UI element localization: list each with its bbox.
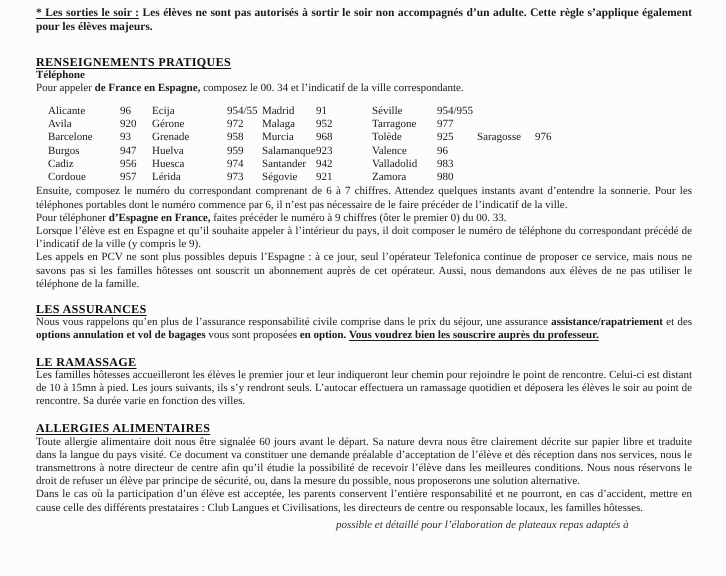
city-phone-code-table	[36, 105, 692, 185]
insurance-paragraph	[36, 316, 692, 342]
evening-outings-note-lead: * Les sorties le soir :	[36, 7, 139, 19]
insurance-bold-options: options annulation et vol de bagages	[36, 329, 206, 342]
spain-to-france-paragraph	[36, 212, 692, 225]
bottom-truncated-line: possible et détaillé pour l’élaboration de plateaux repas adaptés à	[336, 518, 629, 531]
france-to-spain-post: composez le 00. 34 et l’indicatif de la ville correspondante.	[200, 82, 464, 95]
spain-to-france-post: faites précéder le numéro à 9 chiffres (ôter le premier 0) du 00. 33.	[210, 211, 507, 224]
phone-code: 954/55	[227, 104, 258, 117]
phone-code: 947	[120, 144, 137, 157]
phone-city: Valence	[372, 144, 407, 157]
phone-city: Lérida	[152, 171, 181, 184]
phone-city: Murcia	[262, 131, 294, 144]
france-to-spain-pre: Pour appeler	[36, 82, 95, 95]
spain-to-france-pre: Pour téléphoner	[36, 211, 109, 224]
phone-code: 959	[227, 144, 244, 157]
phone-city: Huesca	[152, 157, 185, 170]
inside-spain-paragraph: Lorsque l’élève est en Espagne et qu’il souhaite appeler à l’intérieur du pays, il doit composer le numéro de téléphone du correspondant précédé de l’indicatif de la ville (y compris le 9).	[36, 225, 692, 251]
insurance-bold-assistance: assistance/rapatriement	[551, 316, 663, 329]
phone-city: Alicante	[48, 104, 86, 117]
phone-code: 96	[120, 104, 131, 117]
dialing-instructions-paragraph: Ensuite, composez le numéro du correspondant comprenant de 6 à 7 chiffres. Attendez quelques instants avant d’entendre la sonnerie. Pour les téléphones portables dont le numéro commence par 6, il n’est pas nécessaire de le faire précéder de l’indicatif de la ville.	[36, 185, 692, 211]
phone-city: Huelva	[152, 144, 184, 157]
evening-outings-note-body: Les élèves ne sont pas autorisés à sortir le soir non accompagnés d’un adulte. Cette règle s’applique également pour les élèves majeurs.	[36, 7, 692, 33]
phone-table-row	[36, 105, 692, 118]
phone-table-row	[36, 158, 692, 171]
phone-code: 976	[535, 131, 552, 144]
pickup-paragraph: Les familles hôtesses accueilleront les élèves le premier jour et leur indiqueront leur chemin pour rejoindre le point de rencontre. Celui-ci est distant de 10 à 15mn à pied. Les jours suivants, ils s’y rendront seuls. L’autocar effectuera un ramassage quotidien et déposera les élèves le soir au point de rencontre. Sa durée varie en fonction des villes.	[36, 368, 692, 408]
phone-table-row	[36, 145, 692, 158]
france-to-spain-bold: de France en Espagne,	[94, 82, 201, 95]
phone-code: 942	[316, 157, 333, 170]
phone-city: Malaga	[262, 117, 295, 130]
insurance-heading: LES ASSURANCES	[36, 302, 147, 317]
phone-city: Ségovie	[262, 171, 298, 184]
phone-city: Séville	[372, 104, 403, 117]
food-allergies-paragraph-2: Dans le cas où la participation d’un élève est acceptée, les parents conservent l’entière responsabilité et ne pourront, en cas d’accident, mettre en cause celle des différents prestataires : Club Langues et Civilisations, les directeurs de centre ou responsable locaux, les familles hôtesses.	[36, 488, 692, 514]
phone-city: Gérone	[152, 117, 185, 130]
phone-city: Avila	[48, 117, 72, 130]
phone-city: Burgos	[48, 144, 80, 157]
phone-city: Tarragone	[372, 117, 417, 130]
france-to-spain-paragraph	[36, 82, 692, 95]
practical-info-heading: RENSEIGNEMENTS PRATIQUES	[36, 55, 232, 69]
phone-table-row	[36, 171, 692, 184]
insurance-subscribe-note: Vous voudrez bien les souscrire auprès du professeur.	[348, 329, 599, 342]
phone-city: Cordoue	[48, 171, 86, 184]
insurance-text-2: et des	[662, 316, 692, 329]
phone-code: 968	[316, 131, 333, 144]
phone-code: 972	[227, 117, 244, 130]
food-allergies-heading: ALLERGIES ALIMENTAIRES	[36, 421, 211, 436]
phone-code: 980	[437, 171, 454, 184]
phone-city: Cadiz	[48, 157, 74, 170]
phone-code: 973	[227, 171, 244, 184]
phone-code: 957	[120, 171, 137, 184]
food-allergies-paragraph-1: Toute allergie alimentaire doit nous être signalée 60 jours avant le départ. Sa nature devra nous être clairement décrite sur papier libre et traduite dans la langue du pays visité. Ce document va constituer une demande préalable d’acceptation de l’élève et dès réception dans nos services, nous le transmettrons à notre directeur de centre afin qu’il étudie la possibilité de recevoir l’élève dans les meilleures conditions. Nous nous réservons le droit de refuser un élève par principe de sécurité, ou, dans la mesure du possible, nous proposerons une solution alternative.	[36, 435, 692, 488]
phone-city: Saragosse	[477, 131, 521, 144]
phone-code: 921	[316, 171, 333, 184]
insurance-bold-en-option: en option.	[299, 329, 347, 342]
phone-code: 952	[316, 117, 333, 130]
phone-city: Grenade	[152, 131, 190, 144]
phone-city: Madrid	[262, 104, 295, 117]
insurance-text-3: vous sont proposées	[205, 329, 300, 342]
phone-code: 925	[437, 131, 454, 144]
phone-city: Salamanque	[262, 144, 316, 157]
phone-code: 974	[227, 157, 244, 170]
insurance-text-1: Nous vous rappelons qu’en plus de l’assurance responsabilité civile comprise dans le prix du séjour, une assurance	[36, 316, 552, 329]
phone-code: 96	[437, 144, 448, 157]
phone-code: 91	[316, 104, 327, 117]
phone-city: Tolède	[372, 131, 402, 144]
pickup-heading: LE RAMASSAGE	[36, 354, 137, 369]
phone-table-row	[36, 118, 692, 131]
phone-city: Zamora	[372, 171, 407, 184]
phone-city: Ecija	[152, 104, 175, 117]
phone-code: 958	[227, 131, 244, 144]
phone-city: Santander	[262, 157, 306, 170]
phone-code: 923	[316, 144, 333, 157]
phone-city: Barcelone	[48, 131, 93, 144]
phone-code: 954/955	[437, 104, 474, 117]
evening-outings-note	[36, 7, 692, 34]
phone-code: 983	[437, 157, 454, 170]
phone-code: 977	[437, 117, 454, 130]
pcv-calls-paragraph: Les appels en PCV ne sont plus possibles depuis l’Espagne : à ce jour, seul l’opérateur Telefonica continue de proposer ce service, mais nous ne savons pas si les familles hôtesses ont souscrit un abonnement auprès de cet opérateur. Aussi, nous demandons aux élèves de ne pas utiliser le téléphone de la famille.	[36, 251, 692, 290]
phone-code: 93	[120, 131, 131, 144]
phone-code: 956	[120, 157, 137, 170]
phone-code: 920	[120, 117, 137, 130]
phone-table-row	[36, 131, 692, 144]
telephone-subheading: Téléphone	[36, 69, 85, 82]
spain-to-france-bold: d’Espagne en France,	[108, 211, 211, 224]
phone-city: Valladolid	[372, 157, 418, 170]
